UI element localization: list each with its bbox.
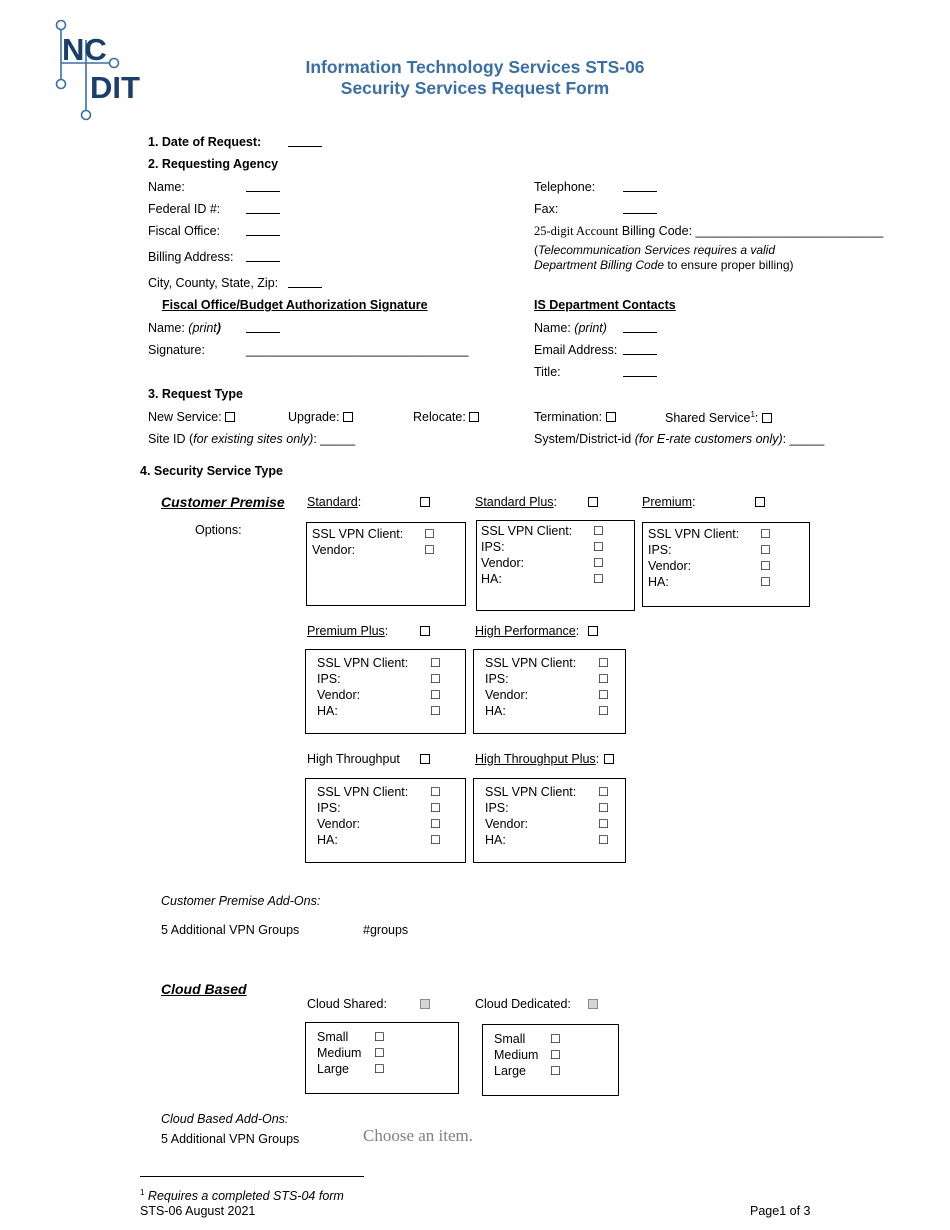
form-title-line1: Information Technology Services STS-06	[305, 57, 645, 77]
high-throughput-options-box: SSL VPN Client: ☐ IPS: ☐ Vendor: ☐ HA: ☐	[305, 778, 466, 863]
standard-checkbox[interactable]	[420, 495, 430, 509]
request-type-heading: 3. Request Type	[148, 387, 243, 401]
cloud-vpn-groups-label: 5 Additional VPN Groups	[161, 1132, 300, 1146]
logo-text-dit: DIT	[90, 70, 140, 105]
date-of-request-field[interactable]	[288, 136, 322, 150]
premium-plus-tier-label: Premium Plus:	[307, 624, 389, 638]
shared-service-checkbox[interactable]	[762, 413, 772, 423]
ballot-box-icon: ☐	[598, 656, 609, 670]
high-throughput-checkbox[interactable]	[420, 752, 430, 766]
cloud-shared-label: Cloud Shared:	[307, 997, 387, 1011]
options-label: Options:	[195, 523, 242, 537]
standard-plus-checkbox[interactable]	[588, 495, 598, 509]
shared-service-option[interactable]: Shared Service$^1$:	[665, 410, 772, 425]
ballot-box-icon: ☐	[430, 672, 441, 686]
email-label: Email Address:	[534, 343, 618, 357]
ballot-box-icon: ☐	[374, 1046, 385, 1060]
billing-address-field[interactable]	[246, 251, 280, 265]
federal-id-label: Federal ID #:	[148, 202, 221, 216]
title-label: Title:	[534, 365, 561, 379]
vpn-groups-input[interactable]: #groups	[363, 923, 409, 937]
ballot-box-icon: ☐	[593, 524, 604, 538]
relocate-option[interactable]: Relocate:	[413, 410, 479, 424]
cloud-based-heading: Cloud Based	[161, 981, 247, 997]
standard-plus-tier-label: Standard Plus:	[475, 495, 558, 509]
fiscal-signature-heading: Fiscal Office/Budget Authorization Signature	[162, 298, 428, 312]
new-service-checkbox[interactable]	[225, 412, 235, 422]
ballot-box-icon: ☐	[593, 572, 604, 586]
security-service-type-heading: 4. Security Service Type	[140, 464, 283, 478]
form-id: STS-06 August 2021	[140, 1204, 256, 1218]
new-service-option[interactable]: New Service:	[148, 410, 235, 424]
page-number: Page1 of 3	[750, 1204, 811, 1218]
vpn-groups-label: 5 Additional VPN Groups	[161, 923, 300, 937]
high-throughput-plus-checkbox[interactable]	[604, 752, 614, 766]
cloud-dedicated-size-box: Small ☐ Medium ☐ Large ☐	[482, 1024, 619, 1096]
termination-option[interactable]: Termination:	[534, 410, 616, 424]
customer-premise-heading: Customer Premise	[161, 494, 285, 510]
signature-label: Signature:	[148, 343, 205, 357]
site-id-field[interactable]: Site ID (for existing sites only): _____	[148, 432, 356, 446]
cloud-dedicated-label: Cloud Dedicated:	[475, 997, 571, 1011]
choose-item-dropdown[interactable]: Choose an item.	[363, 1126, 474, 1145]
telephone-field[interactable]	[623, 181, 657, 195]
ballot-box-icon: ☐	[760, 559, 771, 573]
upgrade-checkbox[interactable]	[343, 412, 353, 422]
fiscal-name-field[interactable]	[246, 322, 280, 336]
ballot-box-icon: ☐	[430, 688, 441, 702]
premium-plus-options-box: SSL VPN Client: ☐ IPS: ☐ Vendor: ☐ HA: ☐	[305, 649, 466, 734]
ballot-box-icon: ☐	[550, 1032, 561, 1046]
requesting-agency-heading: 2. Requesting Agency	[148, 157, 279, 171]
fiscal-name-label: Name: (print)	[148, 321, 221, 335]
city-state-zip-field[interactable]	[288, 277, 322, 291]
ballot-box-icon: ☐	[598, 801, 609, 815]
ballot-box-icon: ☐	[593, 556, 604, 570]
upgrade-option[interactable]: Upgrade:	[288, 410, 353, 424]
signature-field[interactable]: ________________________________	[246, 343, 469, 357]
premium-options-box: SSL VPN Client: ☐ IPS: ☐ Vendor: ☐ HA: ☐	[642, 522, 810, 607]
high-performance-tier-label: High Performance:	[475, 624, 580, 638]
standard-plus-options-box: SSL VPN Client: ☐ IPS: ☐ Vendor: ☐ HA: ☐	[476, 520, 635, 611]
ballot-box-icon: ☐	[598, 833, 609, 847]
ballot-box-icon: ☐	[430, 801, 441, 815]
form-title-line2: Security Services Request Form	[340, 78, 610, 98]
termination-checkbox[interactable]	[606, 412, 616, 422]
ballot-box-icon: ☐	[598, 688, 609, 702]
ballot-box-icon: ☐	[598, 817, 609, 831]
is-contacts-heading: IS Department Contacts	[534, 298, 676, 312]
ballot-box-icon: ☐	[760, 575, 771, 589]
fax-field[interactable]	[623, 203, 657, 217]
account-digits-label: 25-digit Account	[534, 224, 619, 238]
ballot-box-icon: ☐	[374, 1062, 385, 1076]
logo-text-nc: NC	[62, 32, 107, 67]
ballot-box-icon: ☐	[550, 1048, 561, 1062]
ballot-box-icon: ☐	[430, 785, 441, 799]
ballot-box-icon: ☐	[760, 543, 771, 557]
high-throughput-plus-options-box: SSL VPN Client: ☐ IPS: ☐ Vendor: ☐ HA: ☐	[473, 778, 626, 863]
ballot-box-icon: ☐	[598, 704, 609, 718]
footnote-divider	[140, 1176, 364, 1177]
ncdit-logo	[50, 20, 150, 122]
standard-options-box: SSL VPN Client: ☐ Vendor: ☐	[306, 522, 466, 606]
is-name-field[interactable]	[623, 322, 657, 336]
agency-name-label: Name:	[148, 180, 185, 194]
ballot-box-icon: ☐	[760, 527, 771, 541]
billing-code-row[interactable]	[534, 224, 883, 239]
standard-tier-label: Standard:	[307, 495, 362, 509]
ballot-box-icon: ☐	[593, 540, 604, 554]
date-of-request-label: 1. Date of Request:	[148, 135, 262, 149]
customer-premise-addons-label: Customer Premise Add-Ons:	[161, 894, 321, 908]
ballot-box-icon: ☐	[598, 785, 609, 799]
telephone-label: Telephone:	[534, 180, 596, 194]
high-throughput-plus-tier-label: High Throughput Plus:	[475, 752, 600, 766]
agency-name-field[interactable]	[246, 181, 280, 195]
fiscal-office-label: Fiscal Office:	[148, 224, 221, 238]
is-name-label: Name: (print)	[534, 321, 607, 335]
cloud-addons-label: Cloud Based Add-Ons:	[161, 1112, 289, 1126]
high-performance-options-box: SSL VPN Client: ☐ IPS: ☐ Vendor: ☐ HA: ☐	[473, 649, 626, 734]
relocate-checkbox[interactable]	[469, 412, 479, 422]
cloud-shared-checkbox[interactable]	[420, 997, 430, 1011]
billing-address-label: Billing Address:	[148, 250, 234, 264]
high-throughput-tier-label: High Throughput	[307, 752, 400, 766]
premium-plus-checkbox[interactable]	[420, 624, 430, 638]
high-performance-checkbox[interactable]	[588, 624, 598, 638]
billing-note-line1: (Telecommunication Services requires a valid	[534, 243, 775, 257]
federal-id-field[interactable]	[246, 203, 280, 217]
ballot-box-icon: ☐	[374, 1030, 385, 1044]
fiscal-office-field[interactable]	[246, 225, 280, 239]
ballot-box-icon: ☐	[430, 833, 441, 847]
system-district-id-field[interactable]: System/District-id (for E-rate customers only): _____	[534, 432, 825, 446]
cloud-shared-size-box: Small ☐ Medium ☐ Large ☐	[305, 1022, 459, 1094]
city-state-zip-label: City, County, State, Zip:	[148, 276, 279, 290]
ballot-box-icon: ☐	[430, 817, 441, 831]
ballot-box-icon: ☐	[424, 543, 435, 557]
fax-label: Fax:	[534, 202, 559, 216]
footnote: $^1$ Requires a completed STS-04 form	[140, 1188, 344, 1204]
ballot-box-icon: ☐	[424, 527, 435, 541]
billing-code-label: Billing Code: ___________________________	[621, 224, 884, 238]
premium-checkbox[interactable]	[755, 495, 765, 509]
billing-note-line2: Department Billing Code to ensure proper billing)	[534, 258, 794, 272]
ballot-box-icon: ☐	[598, 672, 609, 686]
title-field[interactable]	[623, 366, 657, 380]
ballot-box-icon: ☐	[550, 1064, 561, 1078]
ballot-box-icon: ☐	[430, 704, 441, 718]
ballot-box-icon: ☐	[430, 656, 441, 670]
email-field[interactable]	[623, 344, 657, 358]
cloud-dedicated-checkbox[interactable]	[588, 997, 598, 1011]
premium-tier-label: Premium:	[642, 495, 696, 509]
